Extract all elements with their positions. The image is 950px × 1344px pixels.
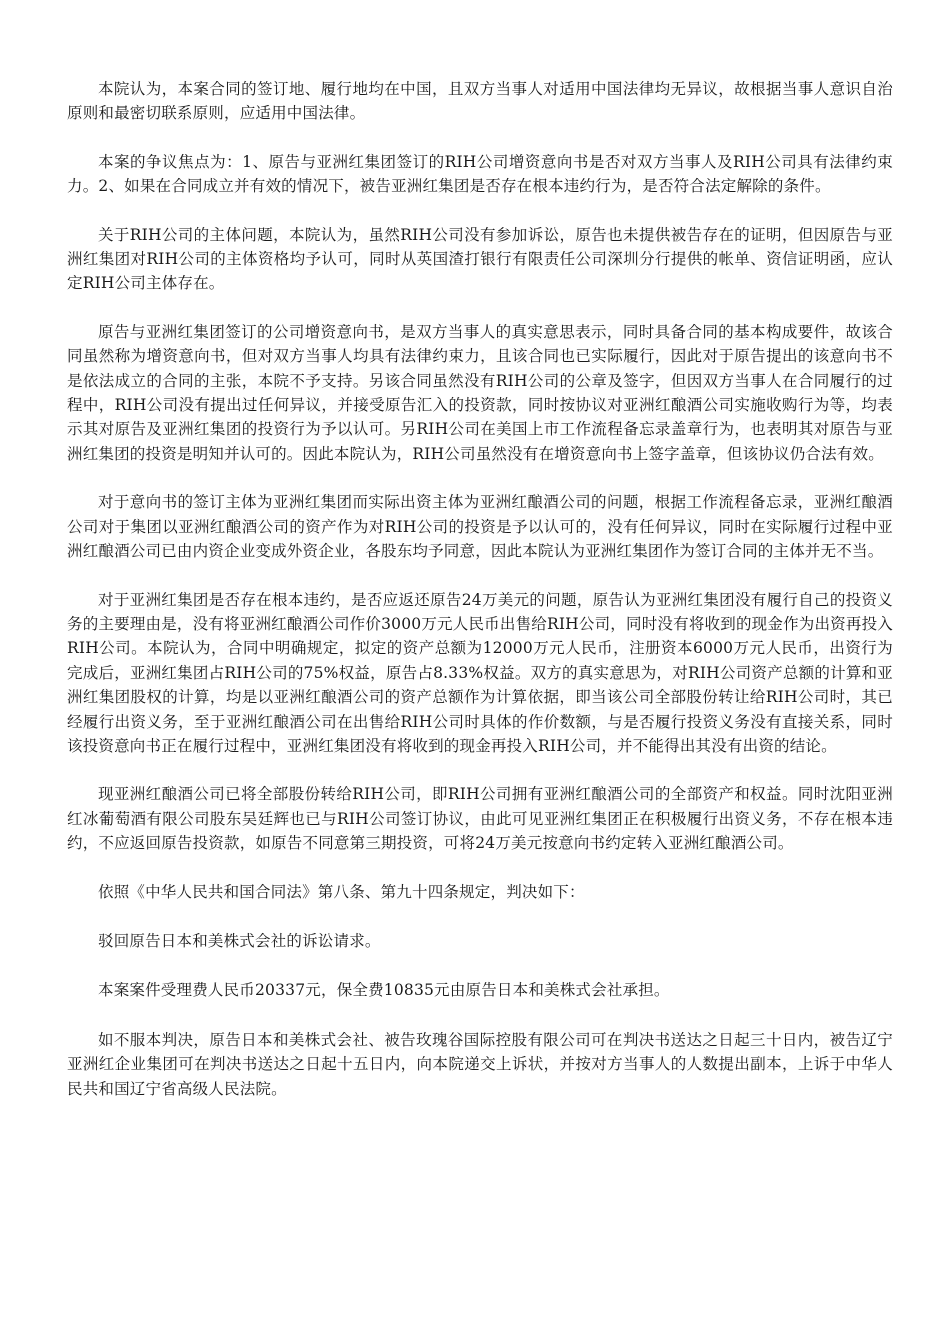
paragraph-court-fees: 本案案件受理费人民币20337元，保全费10835元由原告日本和美株式会社承担。 bbox=[98, 981, 670, 1000]
paragraph-rih-entity: 关于RIH公司的主体问题，本院认为，虽然RIH公司没有参加诉讼，原告也未提供被告存在的证明，但因原告与亚洲红集团对RIH公司的主体资格均予认可，同时从英国渣打银行有限责任公司深圳分行提供的帐单、资信证明函，应认定RIH公司主体存在。 bbox=[67, 225, 893, 293]
paragraph-applicable-law: 本院认为，本案合同的签订地、履行地均在中国，且双方当事人对适用中国法律均无异议，故根据当事人意识自治原则和最密切联系原则，应适用中国法律。 bbox=[67, 80, 893, 123]
paragraph-agreement-validity: 原告与亚洲红集团签订的公司增资意向书，是双方当事人的真实意思表示，同时具备合同的基本构成要件，故该合同虽然称为增资意向书，但对双方当事人均具有法律约束力，且该合同也已实际履行，因此对于原告提出的该意向书不是依法成立的合同的主张，本院不予支持。另该合同虽然没有RIH公司的公章及签字，但因双方当事人在合同履行的过程中，RIH公司没有提出过任何异议，并接受原告汇入的投资款，同时按协议对亚洲红酿酒公司实施收购行为等，均表示其对原告及亚洲红集团的投资行为予以认可。另RIH公司在美国上市工作流程备忘录盖章行为，也表明其对原告与亚洲红集团的投资是明知并认可的。因此本院认为，RIH公司虽然没有在增资意向书上签字盖章，但该协议仍合法有效。 bbox=[67, 322, 893, 463]
paragraph-appeal-notice: 如不服本判决，原告日本和美株式会社、被告玫瑰谷国际控股有限公司可在判决书送达之日起三十日内，被告辽宁亚洲红企业集团可在判决书送达之日起十五日内，向本院递交上诉状，并按对方当事人的人数提出副本，上诉于中华人民共和国辽宁省高级人民法院。 bbox=[67, 1030, 893, 1098]
paragraph-legal-basis: 依照《中华人民共和国合同法》第八条、第九十四条规定，判决如下： bbox=[98, 882, 585, 901]
paragraph-signing-party: 对于意向书的签订主体为亚洲红集团而实际出资主体为亚洲红酿酒公司的问题，根据工作流程备忘录，亚洲红酿酒公司对于集团以亚洲红酿酒公司的资产作为对RIH公司的投资是予以认可的，没有任何异议，同时在实际履行过程中亚洲红酿酒公司已由内资企业变成外资企业，各股东均予同意，因此本院认为亚洲红集团作为签订合同的主体并无不当。 bbox=[67, 493, 893, 561]
paragraph-share-transfer: 现亚洲红酿酒公司已将全部股份转给RIH公司，即RIH公司拥有亚洲红酿酒公司的全部资产和权益。同时沈阳亚洲红冰葡萄酒有限公司股东吴廷辉也已与RIH公司签订协议，由此可见亚洲红集团正在积极履行出资义务，不存在根本违约，不应返回原告投资款，如原告不同意第三期投资，可将24万美元按意向书约定转入亚洲红酿酒公司。 bbox=[67, 785, 893, 853]
paragraph-judgment: 驳回原告日本和美株式会社的诉讼请求。 bbox=[98, 931, 381, 950]
document-body bbox=[67, 77, 893, 1125]
paragraph-dispute-focus: 本案的争议焦点为：1、原告与亚洲红集团签订的RIH公司增资意向书是否对双方当事人及RIH公司具有法律约束力。2、如果在合同成立并有效的情况下，被告亚洲红集团是否存在根本违约行为，是否符合法定解除的条件。 bbox=[67, 152, 893, 196]
paragraph-breach-analysis: 对于亚洲红集团是否存在根本违约，是否应返还原告24万美元的问题，原告认为亚洲红集团没有履行自己的投资义务的主要理由是，没有将亚洲红酿酒公司作价3000万元人民币出售给RIH公司，同时没有将收到的现金作为出资再投入RIH公司。本院认为，合同中明确规定，拟定的资产总额为12000万元人民币，注册资本6000万元人民币，出资行为完成后，亚洲红集团占RIH公司的75%权益，原告占8.33%权益。双方的真实意思为，对RIH公司资产总额的计算和亚洲红集团股权的计算，均是以亚洲红酿酒公司的资产总额作为计算依据，即当该公司全部股份转让给RIH公司时，其已经履行出资义务，至于亚洲红酿酒公司在出售给RIH公司时具体的作价数额，与是否履行投资义务没有直接关系，同时该投资意向书正在履行过程中，亚洲红集团没有将收到的现金再投入RIH公司，并不能得出其没有出资的结论。 bbox=[67, 590, 893, 755]
